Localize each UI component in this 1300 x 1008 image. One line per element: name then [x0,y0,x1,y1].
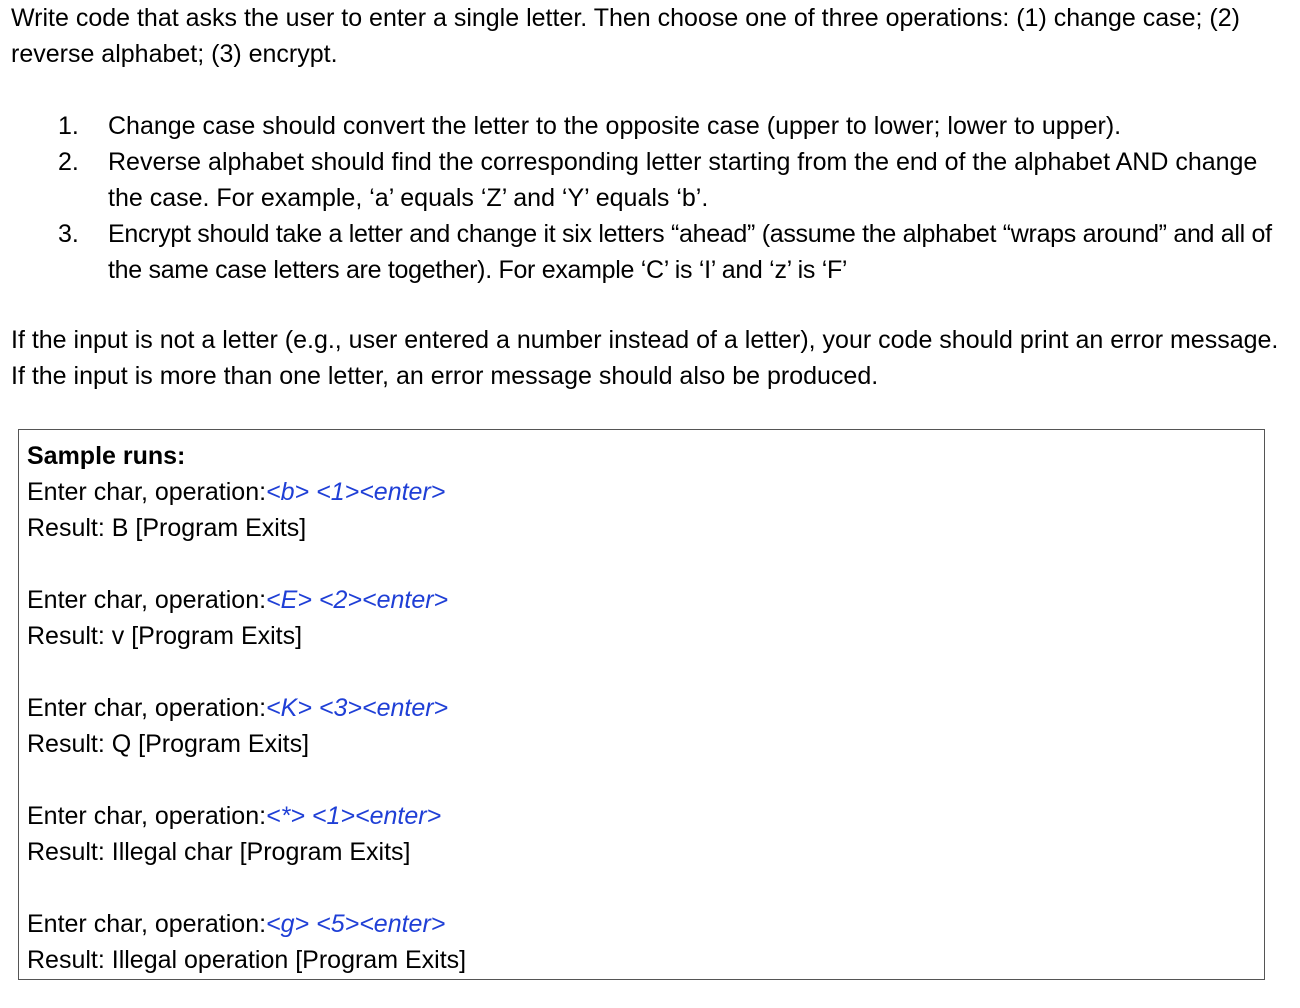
list-item-text: Encrypt should take a letter and change it six letters “ahead” (assume the alphabet “wraps around” and all of the same case letters are together). For example ‘C’ is ‘I’ and ‘z’ is ‘F’ [108,220,1272,284]
list-item [0,216,1290,288]
sample-run [27,798,466,870]
prompt-text: Enter char, operation: [27,478,267,506]
list-item [0,144,1290,216]
intro-paragraph: Write code that asks the user to enter a single letter. Then choose one of three operations: (1) change case; (2) reverse alphabet; (3) encrypt. [11,4,1240,68]
sample-run [27,690,466,762]
sample-run [27,474,466,546]
list-item-text: Reverse alphabet should find the corresponding letter starting from the end of the alphabet AND change the case. For example, ‘a’ equals ‘Z’ and ‘Y’ equals ‘b’. [108,148,1258,212]
prompt-text: Enter char, operation: [27,694,267,722]
user-input-text: <K> <3><enter> [266,694,449,722]
user-input-text: <E> <2><enter> [266,586,449,614]
prompt-text: Enter char, operation: [27,802,267,830]
result-line: Result: B [Program Exits] [27,514,307,542]
error-note-paragraph: If the input is not a letter (e.g., user entered a number instead of a letter), your code should print an error message. If the input is more than one letter, an error message should also be produced. [11,326,1279,390]
prompt-line [27,798,466,834]
result-line: Result: Q [Program Exits] [27,730,310,758]
list-item [0,108,1290,144]
sample-runs-title: Sample runs: [27,442,186,470]
user-input-text: <b> <1><enter> [266,478,446,506]
result-line: Result: Illegal operation [Program Exits] [27,946,467,974]
operations-list [0,108,1290,288]
list-number: 1. [58,112,79,140]
result-line: Result: Illegal char [Program Exits] [27,838,411,866]
result-line: Result: v [Program Exits] [27,622,303,650]
sample-runs-box [18,429,1265,980]
user-input-text: <*> <1><enter> [266,802,442,830]
sample-run [27,906,466,978]
list-number: 2. [58,148,79,176]
list-number: 3. [58,220,79,248]
prompt-line [27,582,466,618]
prompt-line [27,474,466,510]
user-input-text: <g> <5><enter> [266,910,446,938]
prompt-text: Enter char, operation: [27,910,267,938]
sample-run [27,582,466,654]
prompt-line [27,690,466,726]
prompt-text: Enter char, operation: [27,586,267,614]
list-item-text: Change case should convert the letter to the opposite case (upper to lower; lower to upper). [108,112,1122,140]
sample-runs-content [27,438,466,978]
prompt-line [27,906,466,942]
